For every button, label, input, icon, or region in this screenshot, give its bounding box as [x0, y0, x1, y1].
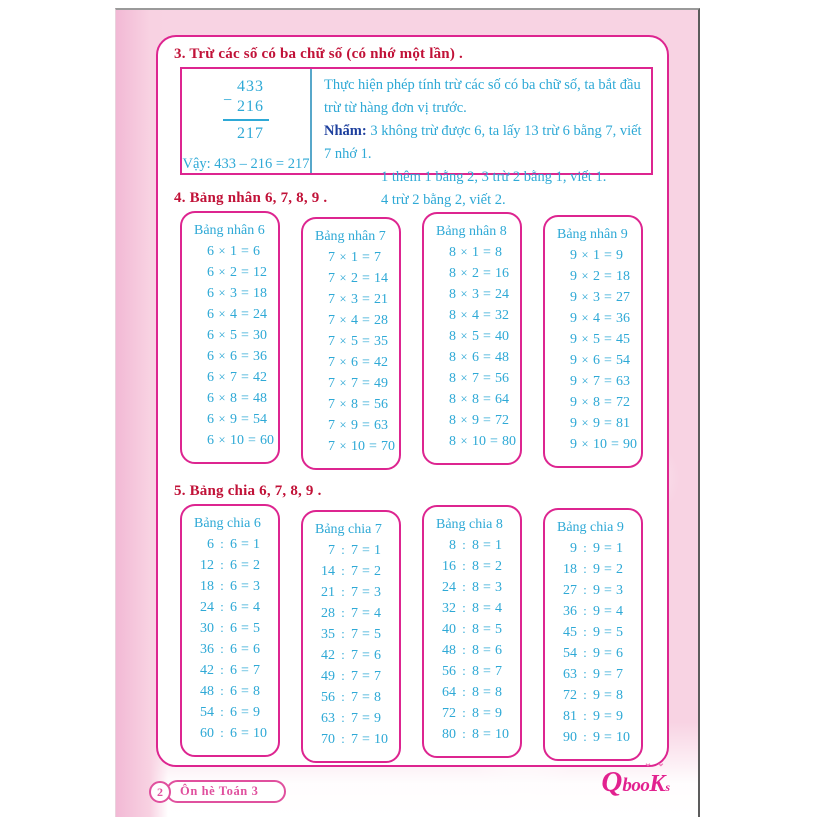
divide-sign: : — [583, 583, 587, 597]
equation-row: 9 : 9 = 1 — [570, 541, 623, 556]
equation-row: 9 × 8 = 72 — [570, 395, 630, 410]
divide-sign: : — [341, 711, 345, 725]
equation-row: 36 : 6 = 6 — [200, 642, 260, 657]
equation-row: 64 : 8 = 8 — [442, 685, 502, 700]
equals-sign: = — [241, 391, 249, 406]
equation-row: 35 : 7 = 5 — [321, 627, 381, 642]
multiply-sign: × — [460, 287, 468, 301]
equals-sign: = — [483, 559, 491, 574]
equation-row: 81 : 9 = 9 — [563, 709, 623, 724]
equation-row: 90 : 9 = 10 — [563, 730, 630, 745]
multiply-sign: × — [339, 292, 347, 306]
multiply-sign: × — [581, 248, 589, 262]
explanation-step-2: 1 thêm 1 bằng 2, 3 trừ 2 bằng 1, viết 1. — [381, 169, 607, 185]
multiply-sign: × — [339, 355, 347, 369]
equals-sign: = — [241, 328, 249, 343]
table-bang-chia-8 — [422, 505, 522, 758]
section4-heading: 4. Bảng nhân 6, 7, 8, 9 . — [174, 190, 328, 206]
subtraction-conclusion: Vậy: 433 – 216 = 217 — [182, 156, 310, 172]
equation-row: 7 × 6 = 42 — [328, 355, 388, 370]
divide-sign: : — [583, 646, 587, 660]
equals-sign: = — [241, 244, 249, 259]
equals-sign: = — [483, 413, 491, 428]
equals-sign: = — [483, 727, 491, 742]
divide-sign: : — [341, 564, 345, 578]
equals-sign: = — [483, 287, 491, 302]
equation-row: 14 : 7 = 2 — [321, 564, 381, 579]
equation-row: 32 : 8 = 4 — [442, 601, 502, 616]
equals-sign: = — [362, 732, 370, 747]
divide-sign: : — [220, 684, 224, 698]
divide-sign: : — [462, 601, 466, 615]
equals-sign: = — [241, 621, 249, 636]
equals-sign: = — [362, 648, 370, 663]
equation-row: 12 : 6 = 2 — [200, 558, 260, 573]
equation-row: 9 × 6 = 54 — [570, 353, 630, 368]
equals-sign: = — [362, 543, 370, 558]
multiply-sign: × — [581, 332, 589, 346]
equals-sign: = — [241, 349, 249, 364]
divide-sign: : — [462, 538, 466, 552]
equals-sign: = — [362, 376, 370, 391]
equation-row: 21 : 7 = 3 — [321, 585, 381, 600]
equation-row: 60 : 6 = 10 — [200, 726, 267, 741]
equals-sign: = — [362, 397, 370, 412]
footer-page-badge — [149, 780, 286, 803]
equals-sign: = — [362, 690, 370, 705]
multiply-sign: × — [581, 290, 589, 304]
equation-row: 6 × 2 = 12 — [207, 265, 267, 280]
divide-sign: : — [341, 543, 345, 557]
difference: 217 — [237, 125, 264, 142]
equation-row: 24 : 6 = 4 — [200, 600, 260, 615]
equation-row: 6 × 1 = 6 — [207, 244, 260, 259]
table-bang-nhan-9 — [543, 215, 643, 468]
multiply-sign: × — [339, 418, 347, 432]
divide-sign: : — [462, 622, 466, 636]
multiply-sign: × — [339, 376, 347, 390]
equals-sign: = — [604, 416, 612, 431]
logo-letter-s: s — [665, 780, 670, 794]
divide-sign: : — [220, 663, 224, 677]
equals-sign: = — [241, 684, 249, 699]
equation-row: 7 : 7 = 1 — [328, 543, 381, 558]
equals-sign: = — [362, 271, 370, 286]
equals-sign: = — [241, 286, 249, 301]
table-title: Bảng nhân 9 — [557, 227, 628, 242]
divide-sign: : — [220, 579, 224, 593]
explanation-step-1 — [324, 120, 643, 166]
divide-sign: : — [583, 688, 587, 702]
divide-sign: : — [220, 537, 224, 551]
equation-row: 63 : 7 = 9 — [321, 711, 381, 726]
equals-sign: = — [604, 269, 612, 284]
divide-sign: : — [583, 604, 587, 618]
equals-sign: = — [362, 418, 370, 433]
equals-sign: = — [604, 604, 612, 619]
multiply-sign: × — [460, 350, 468, 364]
equals-sign: = — [362, 313, 370, 328]
equals-sign: = — [241, 726, 249, 741]
equation-row: 7 × 3 = 21 — [328, 292, 388, 307]
subtrahend: 216 — [223, 97, 269, 121]
equals-sign: = — [483, 329, 491, 344]
equals-sign: = — [604, 290, 612, 305]
equals-sign: = — [241, 642, 249, 657]
equals-sign: = — [483, 706, 491, 721]
equation-row: 6 × 8 = 48 — [207, 391, 267, 406]
equation-row: 27 : 9 = 3 — [563, 583, 623, 598]
equals-sign: = — [604, 667, 612, 682]
divide-sign: : — [462, 685, 466, 699]
equation-row: 45 : 9 = 5 — [563, 625, 623, 640]
equation-row: 6 × 4 = 24 — [207, 307, 267, 322]
explanation-intro: Thực hiện phép tính trừ các số có ba chữ số, ta bắt đầu trừ từ hàng đơn vị trước. — [324, 77, 641, 116]
multiply-sign: × — [581, 311, 589, 325]
equals-sign: = — [241, 705, 249, 720]
multiply-sign: × — [581, 437, 589, 451]
equation-row: 48 : 8 = 6 — [442, 643, 502, 658]
equation-row: 18 : 9 = 2 — [563, 562, 623, 577]
equation-row: 7 × 10 = 70 — [328, 439, 395, 454]
equals-sign: = — [241, 370, 249, 385]
book-page-photo — [115, 8, 700, 817]
division-tables — [180, 504, 655, 763]
equals-sign: = — [604, 646, 612, 661]
table-bang-nhan-8 — [422, 212, 522, 465]
equation-row: 9 × 2 = 18 — [570, 269, 630, 284]
divide-sign: : — [341, 669, 345, 683]
equation-row: 24 : 8 = 3 — [442, 580, 502, 595]
equation-row: 9 × 5 = 45 — [570, 332, 630, 347]
divide-sign: : — [341, 732, 345, 746]
divide-sign: : — [462, 580, 466, 594]
divide-sign: : — [462, 727, 466, 741]
multiply-sign: × — [218, 328, 226, 342]
multiply-sign: × — [460, 413, 468, 427]
divide-sign: : — [462, 664, 466, 678]
equation-row: 9 × 7 = 63 — [570, 374, 630, 389]
multiply-sign: × — [218, 286, 226, 300]
equation-row: 9 × 10 = 90 — [570, 437, 637, 452]
table-title: Bảng nhân 6 — [194, 223, 265, 238]
multiply-sign: × — [581, 269, 589, 283]
equation-row: 8 × 3 = 24 — [449, 287, 509, 302]
multiply-sign: × — [460, 266, 468, 280]
equals-sign: = — [483, 350, 491, 365]
equation-row: 8 × 10 = 80 — [449, 434, 516, 449]
equals-sign: = — [490, 434, 498, 449]
equals-sign: = — [604, 541, 612, 556]
equation-row: 48 : 6 = 8 — [200, 684, 260, 699]
equation-row: 9 × 4 = 36 — [570, 311, 630, 326]
equation-row: 7 × 1 = 7 — [328, 250, 381, 265]
minus-sign: − — [223, 92, 233, 109]
divide-sign: : — [341, 690, 345, 704]
equation-row: 9 × 9 = 81 — [570, 416, 630, 431]
logo-letters-boo: boo — [622, 775, 650, 796]
multiply-sign: × — [581, 416, 589, 430]
equals-sign: = — [483, 643, 491, 658]
equals-sign: = — [483, 245, 491, 260]
equation-row: 54 : 9 = 6 — [563, 646, 623, 661]
equation-row: 30 : 6 = 5 — [200, 621, 260, 636]
equals-sign: = — [604, 311, 612, 326]
divide-sign: : — [583, 667, 587, 681]
equals-sign: = — [241, 579, 249, 594]
divide-sign: : — [462, 643, 466, 657]
equation-row: 6 × 10 = 60 — [207, 433, 274, 448]
equation-row: 6 × 5 = 30 — [207, 328, 267, 343]
multiply-sign: × — [339, 439, 347, 453]
divide-sign: : — [583, 625, 587, 639]
equation-row: 6 : 6 = 1 — [207, 537, 260, 552]
section3-heading: 3. Trừ các số có ba chữ số (có nhớ một lần) . — [174, 46, 463, 62]
book-title: Ôn hè Toán 3 — [166, 780, 286, 803]
nham-label: Nhẩm: — [324, 123, 367, 139]
divide-sign: : — [462, 559, 466, 573]
divide-sign: : — [583, 562, 587, 576]
equation-row: 8 × 6 = 48 — [449, 350, 509, 365]
equals-sign: = — [604, 625, 612, 640]
multiply-sign: × — [339, 397, 347, 411]
equals-sign: = — [241, 663, 249, 678]
equals-sign: = — [241, 412, 249, 427]
divide-sign: : — [583, 730, 587, 744]
table-bang-nhan-6 — [180, 211, 280, 464]
equals-sign: = — [362, 711, 370, 726]
equals-sign: = — [241, 307, 249, 322]
table-bang-nhan-7 — [301, 217, 401, 470]
page-number: 2 — [149, 781, 171, 803]
equals-sign: = — [604, 730, 612, 745]
multiply-sign: × — [581, 353, 589, 367]
multiply-sign: × — [218, 391, 226, 405]
divide-sign: : — [341, 648, 345, 662]
step-1-text: 3 không trừ được 6, ta lấy 13 trừ 6 bằng 7, viết 7 nhớ 1. — [324, 123, 642, 162]
multiply-sign: × — [460, 245, 468, 259]
multiply-sign: × — [460, 308, 468, 322]
equation-row: 42 : 7 = 6 — [321, 648, 381, 663]
equation-row: 18 : 6 = 3 — [200, 579, 260, 594]
equals-sign: = — [362, 355, 370, 370]
multiply-sign: × — [339, 250, 347, 264]
equals-sign: = — [604, 332, 612, 347]
divide-sign: : — [462, 706, 466, 720]
table-title: Bảng chia 8 — [436, 517, 503, 532]
equals-sign: = — [483, 308, 491, 323]
divide-sign: : — [220, 705, 224, 719]
divide-sign: : — [583, 541, 587, 555]
equals-sign: = — [604, 583, 612, 598]
equals-sign: = — [483, 685, 491, 700]
vertical-subtraction — [182, 69, 312, 173]
equation-row: 56 : 7 = 8 — [321, 690, 381, 705]
equation-row: 6 × 7 = 42 — [207, 370, 267, 385]
multiply-sign: × — [218, 433, 226, 447]
multiply-sign: × — [460, 392, 468, 406]
equation-row: 7 × 9 = 63 — [328, 418, 388, 433]
minuend: 433 — [237, 78, 264, 95]
multiply-sign: × — [218, 412, 226, 426]
equals-sign: = — [483, 601, 491, 616]
equals-sign: = — [362, 627, 370, 642]
equals-sign: = — [241, 537, 249, 552]
equals-sign: = — [483, 580, 491, 595]
equation-row: 63 : 9 = 7 — [563, 667, 623, 682]
equation-row: 8 : 8 = 1 — [449, 538, 502, 553]
equation-row: 7 × 8 = 56 — [328, 397, 388, 412]
equation-row: 7 × 5 = 35 — [328, 334, 388, 349]
multiply-sign: × — [339, 334, 347, 348]
multiply-sign: × — [218, 349, 226, 363]
divide-sign: : — [341, 585, 345, 599]
equals-sign: = — [604, 709, 612, 724]
equation-row: 16 : 8 = 2 — [442, 559, 502, 574]
equation-row: 6 × 9 = 54 — [207, 412, 267, 427]
equals-sign: = — [362, 564, 370, 579]
equation-row: 72 : 8 = 9 — [442, 706, 502, 721]
table-title: Bảng nhân 7 — [315, 229, 386, 244]
logo-letter-k: K — [649, 771, 666, 797]
equals-sign: = — [362, 334, 370, 349]
divide-sign: : — [220, 726, 224, 740]
section5-heading: 5. Bảng chia 6, 7, 8, 9 . — [174, 483, 322, 499]
equals-sign: = — [362, 606, 370, 621]
equals-sign: = — [483, 664, 491, 679]
equals-sign: = — [362, 292, 370, 307]
equals-sign: = — [483, 392, 491, 407]
equation-row: 8 × 1 = 8 — [449, 245, 502, 260]
table-bang-chia-7 — [301, 510, 401, 763]
table-bang-chia-6 — [180, 504, 280, 757]
divide-sign: : — [220, 558, 224, 572]
equation-row: 7 × 2 = 14 — [328, 271, 388, 286]
multiply-sign: × — [460, 434, 468, 448]
equals-sign: = — [362, 669, 370, 684]
equals-sign: = — [611, 437, 619, 452]
equation-row: 80 : 8 = 10 — [442, 727, 509, 742]
equals-sign: = — [604, 395, 612, 410]
multiply-sign: × — [581, 374, 589, 388]
equals-sign: = — [241, 265, 249, 280]
equals-sign: = — [483, 371, 491, 386]
equals-sign: = — [241, 600, 249, 615]
content-card — [156, 35, 669, 767]
multiply-sign: × — [339, 313, 347, 327]
divide-sign: : — [220, 621, 224, 635]
qbooks-logo — [601, 758, 670, 799]
divide-sign: : — [583, 709, 587, 723]
equation-row: 56 : 8 = 7 — [442, 664, 502, 679]
subtraction-column — [223, 77, 269, 144]
subtraction-explanation — [312, 69, 651, 208]
divide-sign: : — [220, 642, 224, 656]
equals-sign: = — [604, 353, 612, 368]
multiply-sign: × — [339, 271, 347, 285]
table-title: Bảng nhân 8 — [436, 224, 507, 239]
equals-sign: = — [604, 688, 612, 703]
equation-row: 9 × 1 = 9 — [570, 248, 623, 263]
equals-sign: = — [604, 374, 612, 389]
multiply-sign: × — [218, 265, 226, 279]
equation-row: 40 : 8 = 5 — [442, 622, 502, 637]
table-bang-chia-9 — [543, 508, 643, 761]
divide-sign: : — [341, 627, 345, 641]
equation-row: 28 : 7 = 4 — [321, 606, 381, 621]
equals-sign: = — [369, 439, 377, 454]
equation-row: 8 × 7 = 56 — [449, 371, 509, 386]
equation-row: 49 : 7 = 7 — [321, 669, 381, 684]
divide-sign: : — [341, 606, 345, 620]
table-title: Bảng chia 9 — [557, 520, 624, 535]
equals-sign: = — [604, 562, 612, 577]
equation-row: 6 × 6 = 36 — [207, 349, 267, 364]
multiply-sign: × — [460, 371, 468, 385]
equals-sign: = — [241, 558, 249, 573]
equation-row: 6 × 3 = 18 — [207, 286, 267, 301]
equation-row: 54 : 6 = 9 — [200, 705, 260, 720]
multiply-sign: × — [581, 395, 589, 409]
equation-row: 8 × 9 = 72 — [449, 413, 509, 428]
equation-row: 8 × 2 = 16 — [449, 266, 509, 281]
explanation-step-3: 4 trừ 2 bằng 2, viết 2. — [381, 192, 506, 208]
table-title: Bảng chia 7 — [315, 522, 382, 537]
equation-row: 8 × 5 = 40 — [449, 329, 509, 344]
equation-row: 8 × 4 = 32 — [449, 308, 509, 323]
equals-sign: = — [362, 250, 370, 265]
table-title: Bảng chia 6 — [194, 516, 261, 531]
multiply-sign: × — [460, 329, 468, 343]
equation-row: 42 : 6 = 7 — [200, 663, 260, 678]
bird-icons: ⌄ ⌄ — [643, 758, 666, 769]
multiply-sign: × — [218, 370, 226, 384]
logo-letter-q: Q — [601, 766, 623, 798]
multiply-sign: × — [218, 307, 226, 321]
equals-sign: = — [604, 248, 612, 263]
equation-row: 7 × 4 = 28 — [328, 313, 388, 328]
multiplication-tables — [180, 211, 655, 470]
equals-sign: = — [483, 266, 491, 281]
equation-row: 8 × 8 = 64 — [449, 392, 509, 407]
equals-sign: = — [483, 538, 491, 553]
equation-row: 70 : 7 = 10 — [321, 732, 388, 747]
equation-row: 9 × 3 = 27 — [570, 290, 630, 305]
multiply-sign: × — [218, 244, 226, 258]
divide-sign: : — [220, 600, 224, 614]
equation-row: 72 : 9 = 8 — [563, 688, 623, 703]
equals-sign: = — [483, 622, 491, 637]
equals-sign: = — [362, 585, 370, 600]
equals-sign: = — [248, 433, 256, 448]
equation-row: 36 : 9 = 4 — [563, 604, 623, 619]
equation-row: 7 × 7 = 49 — [328, 376, 388, 391]
